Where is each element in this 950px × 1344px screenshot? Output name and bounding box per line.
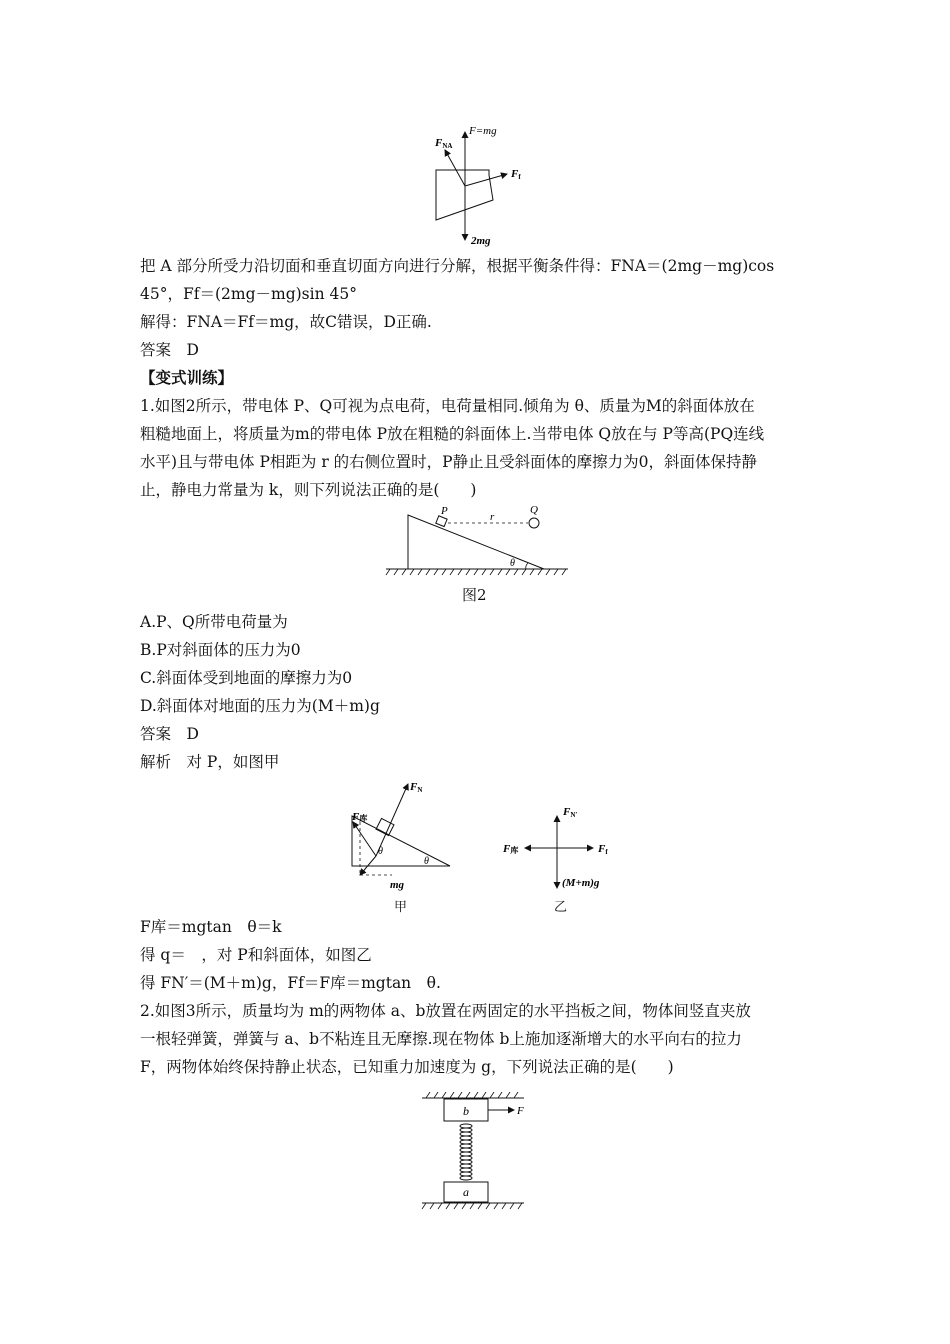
label-2mg: 2mg bbox=[471, 235, 491, 247]
option-c: C.斜面体受到地面的摩擦力为0 bbox=[140, 669, 353, 687]
label-fn-jia: F bbox=[410, 781, 418, 793]
force-fku-arrow bbox=[353, 822, 376, 856]
label-q: Q bbox=[530, 504, 538, 516]
figure-2-caption: 图2 bbox=[462, 586, 487, 604]
label-f: F bbox=[517, 1105, 524, 1117]
question-2-line-3: F，两物体始终保持静止状态，已知重力加速度为 g，下列说法正确的是( ) bbox=[140, 1058, 674, 1076]
figure-3-spring bbox=[418, 1090, 538, 1212]
label-p: P bbox=[441, 505, 448, 517]
figure-jia-caption: 甲 bbox=[394, 900, 408, 915]
label-fku-yi: F bbox=[503, 843, 511, 855]
figure-yi bbox=[500, 800, 630, 896]
label-mmg-yi: (M+m)g bbox=[562, 877, 600, 889]
force-ff-arrow bbox=[465, 174, 507, 186]
label-fna-sub: NA bbox=[442, 142, 453, 150]
label-fku-jia-sub: 库 bbox=[359, 814, 368, 823]
formula-line-3: 得 FN′＝(M＋m)g，Ff＝F库＝mgtan θ. bbox=[140, 974, 441, 992]
incline-shape-jia bbox=[352, 816, 450, 866]
formula-line-2: 得 q＝ ，对 P和斜面体，如图乙 bbox=[140, 946, 372, 964]
text-line-2: 45°，Ff＝(2mg－mg)sin 45° bbox=[140, 285, 357, 303]
option-d: D.斜面体对地面的压力为(M＋m)g bbox=[140, 697, 380, 715]
question-1-line-4: 止，静电力常量为 k，则下列说法正确的是( ) bbox=[140, 481, 477, 499]
section-heading: 【变式训练】 bbox=[140, 368, 234, 387]
angle-arc bbox=[526, 563, 528, 569]
svg-text:F库 bbox=[502, 843, 518, 855]
label-fna: F bbox=[435, 137, 443, 149]
label-ff: F bbox=[511, 168, 519, 180]
label-ff-sub: f bbox=[518, 173, 521, 181]
svg-text:Ff bbox=[510, 168, 521, 181]
label-a: a bbox=[463, 1185, 469, 1199]
incline-shape bbox=[408, 515, 544, 569]
label-fn2-yi-sub: N′ bbox=[570, 811, 578, 819]
option-b: B.P对斜面体的压力为0 bbox=[140, 641, 301, 659]
svg-text:FN′ bbox=[562, 806, 577, 819]
figure-2-incline bbox=[382, 503, 572, 579]
svg-text:FN bbox=[409, 781, 422, 794]
question-1-line-2: 粗糙地面上，将质量为m的带电体 P放在粗糙的斜面体上.当带电体 Q放在与 P等高(PQ连线 bbox=[140, 425, 765, 443]
charge-q-circle bbox=[529, 518, 539, 528]
label-theta-1-jia: θ bbox=[378, 846, 383, 857]
label-ff-yi-sub: f bbox=[605, 848, 608, 856]
text-line-3: 解得：FNA＝Ff＝mg，故C错误，D正确. bbox=[140, 313, 432, 331]
question-2-line-1: 2.如图3所示，质量均为 m的两物体 a、b放置在两固定的水平挡板之间，物体间竖直夹放 bbox=[140, 1002, 751, 1020]
question-2-line-2: 一根轻弹簧，弹簧与 a、b不粘连且无摩擦.现在物体 b上施加逐渐增大的水平向右的拉力 bbox=[140, 1030, 742, 1048]
label-theta-2-jia: θ bbox=[424, 856, 429, 867]
label-f-mg: F=mg bbox=[469, 125, 497, 137]
answer-line-2: 答案 D bbox=[140, 725, 199, 743]
label-fku-jia: F bbox=[352, 811, 360, 823]
label-fn2-yi: F bbox=[563, 806, 571, 818]
label-r: r bbox=[490, 511, 495, 523]
label-fn-jia-sub: N bbox=[417, 786, 423, 794]
question-1-line-1: 1.如图2所示，带电体 P、Q可视为点电荷，电荷量相同.倾角为 θ、质量为M的斜面体放在 bbox=[140, 397, 755, 415]
spring-coil bbox=[460, 1124, 472, 1180]
label-mg-jia: mg bbox=[390, 879, 405, 891]
label-b: b bbox=[463, 1104, 469, 1118]
question-1-line-3: 水平)且与带电体 P相距为 r 的右侧位置时，P静止且受斜面体的摩擦力为0，斜面体保持静 bbox=[140, 453, 757, 471]
formula-line-1: F库＝mgtan θ＝k bbox=[140, 918, 282, 936]
label-ff-yi: F bbox=[598, 843, 606, 855]
force-diagram-block-a bbox=[425, 122, 535, 250]
answer-line-1: 答案 D bbox=[140, 341, 199, 359]
figure-jia bbox=[340, 778, 460, 906]
svg-text:FNA bbox=[434, 137, 452, 150]
label-theta: θ bbox=[510, 558, 515, 569]
option-a: A.P、Q所带电荷量为 bbox=[140, 613, 288, 631]
svg-text:F库 bbox=[351, 811, 367, 823]
charge-p-box bbox=[436, 516, 447, 527]
text-line-1: 把 A 部分所受力沿切面和垂直切面方向进行分解，根据平衡条件得：FNA＝(2mg－mg)cos bbox=[140, 257, 775, 275]
figure-yi-caption: 乙 bbox=[554, 900, 568, 915]
analysis-line: 解析 对 P，如图甲 bbox=[140, 753, 280, 771]
svg-text:Ff bbox=[597, 843, 608, 856]
label-fku-yi-sub: 库 bbox=[510, 846, 519, 855]
force-fna-arrow bbox=[445, 150, 465, 186]
